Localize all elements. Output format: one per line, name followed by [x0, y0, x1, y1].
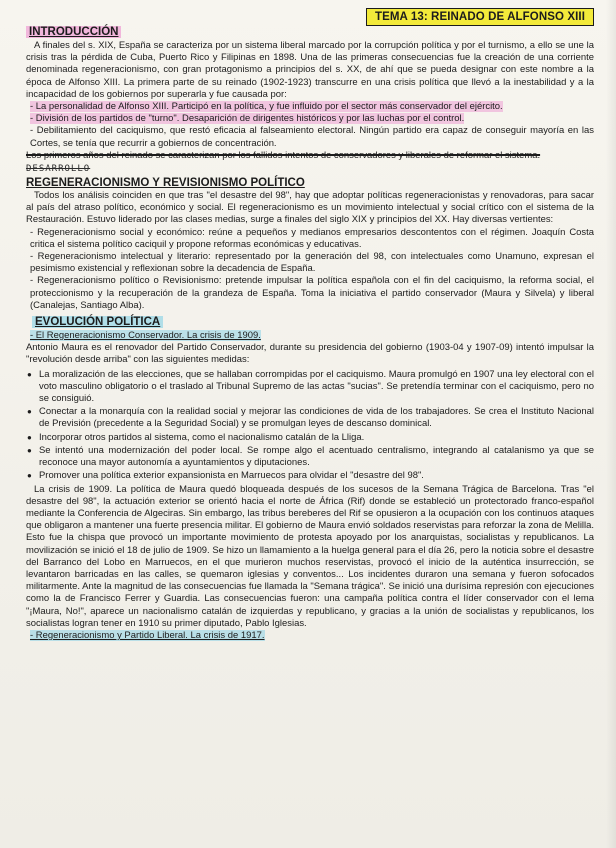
- intro-cause-2-text: - División de los partidos de "turno". Desaparición de dirigentes históricos y por las luchas por el control.: [30, 113, 465, 125]
- maura-paragraph: Antonio Maura es el renovador del Partido Conservador, durante su presidencia del gobierno (1903-04 y 1907-09) intentó impulsar la "revolución desde arriba" con las siguientes medidas:: [26, 342, 594, 366]
- maura-measure-5: ● Promover una política exterior expansionista en Marruecos para olvidar el "desastre del 98".: [39, 470, 594, 482]
- regen-paragraph: Todos los análisis coinciden en que tras "el desastre del 98", hay que adoptar políticas regeneracionistas y renovadoras, para sacar al país del atraso político, económico y social. El regeneracionismo es un movimiento intelectual y social crítico con el sistema de la Restauración. Estuvo liderado por las clases medias, surge a finales del siglo XIX y principios del XX. Hay diversas vertientes:: [26, 190, 594, 226]
- heading-introduccion: INTRODUCCIÓN: [26, 26, 121, 38]
- evolucion-subheading-1-text: - El Regeneracionismo Conservador. La crisis de 1909.: [30, 330, 261, 342]
- regen-vertiente-2: - Regeneracionismo intelectual y literario: representado por la generación del 98, con intelectuales como Unamuno, expresan el pesimismo existencial y reflexionan sobre la decadencia de España.: [30, 251, 594, 275]
- crisis-1909-paragraph: La crisis de 1909. La política de Maura quedó bloqueada después de los sucesos de la Semana Trágica de Barcelona. Tras "el desastre del 98", la actuación exterior se orientó hacia el norte de África (Rif) donde se estableció un protectorado franco-español mediante la Conferencia de Algeciras. Sin embargo, las tribus bereberes del Rif se opusieron a la ocupación con los continuos ataques que obligaron a mantener una fuerte presencia militar. El gobierno de Maura envió soldados reservistas para reforzar la zona de Melilla. Esto fue la chispa que provocó un importante movimiento de protesta apoyado por los anarquistas, socialistas y republicanos. La movilización se inició el 18 de julio de 1909. Se hizo un llamamiento a la huelga general para el día 26, pero la noticia sobre el desastre del Barranco del Lobo en Marruecos, en el que murieron muchos reservistas, provocó el inicio de la auténtica insurrección, se levantaron barricadas en las calles, se quemaron iglesias y conventos... Los incidentes duraron una semana y fueron sofocados militarmente. Ante la magnitud de las consecuencias fue llamada la "Semana trágica". Se inició una durísima represión con ejecuciones como la de Francisco Ferrer y Guardia. Las consecuencias fueron: una campaña política contra el líder conservador con el lema "¡Maura, No!", aparece un nacionalismo catalán de izquierdas y republicano, y gracias a la unión de socialistas y republicanos, los socialistas logran tener en 1910 su primer diputado, Pablo Iglesias.: [26, 483, 594, 629]
- heading-evolucion-politica: EVOLUCIÓN POLÍTICA: [32, 316, 163, 328]
- maura-measure-2: ● Conectar a la monarquía con la realidad social y mejorar las condiciones de vida de los trabajadores. Se crea el Instituto Nacional de Previsión (precedente a la Seguridad Social) y se promulgan leyes de descanso dominical.: [39, 406, 594, 430]
- regen-vertiente-1: - Regeneracionismo social y económico: reúne a pequeños y medianos empresarios descontentos con el régimen. Joaquín Costa critica el sistema político caciquil y propone reformas económicas y educativas.: [30, 226, 594, 250]
- intro-cause-3: - Debilitamiento del caciquismo, que restó eficacia al falseamiento electoral. Ningún partido era capaz de conseguir mayoría en las Cortes, se tenía que recurrir a gobiernos de concentración.: [30, 125, 594, 149]
- topic-title-badge: TEMA 13: REINADO DE ALFONSO XIII: [366, 8, 594, 26]
- maura-measure-1: ● La moralización de las elecciones, que se hallaban corrompidas por el caciquismo. Maura promulgó en 1907 una ley electoral con el voto masculino obligatorio o el traslado al Tribunal Supremo de las actas "sucias". Se pretendía terminar con el caciquismo, pero no se consiguió.: [39, 369, 594, 406]
- regen-vertiente-3: - Regeneracionismo político o Revisionismo: pretende impulsar la política española con el fin del caciquismo, la reforma social, el proteccionismo y la recuperación de la grandeza de España. Toma la iniciativa el partido conservador (Maura y Silvela) y liberal (Canalejas, Santiago Alba).: [30, 275, 594, 311]
- intro-cause-2: [26, 113, 594, 125]
- intro-cause-1-text: - La personalidad de Alfonso XIII. Participó en la política, y fue influido por el sector más conservador del ejército.: [30, 101, 503, 113]
- evolucion-subheading-1: [26, 330, 594, 342]
- evolucion-subheading-2: [26, 630, 594, 642]
- intro-paragraph: A finales del s. XIX, España se caracteriza por un sistema liberal marcado por la corrupción política y por el turnismo, a ello se une la crisis tras la pérdida de Cuba, Puerto Rico y Filipinas en 1898. Una de las primeras consecuencias fue la creación de una corriente denominada regeneracionismo, con gran protagonismo a principios del s. XX, de ahí que se pueda designar con este nombre a la época de Alfonso XIII. La primera parte de su reinado (1902-1923) transcurre en una crisis política que llevó a la inestabilidad y a la incapacidad de los gobiernos por superarla y fue causada por:: [26, 40, 594, 100]
- maura-measure-4: ● Se intentó una modernización del poder local. Se rompe algo el acentuado centralismo, integrando al catalanismo ya que se reconoce una mayor autonomía a ayuntamientos y diputaciones.: [39, 445, 594, 469]
- evolucion-subheading-2-text: - Regeneracionismo y Partido Liberal. La crisis de 1917.: [30, 629, 265, 641]
- heading-regeneracionismo: REGENERACIONISMO Y REVISIONISMO POLÍTICO: [26, 177, 305, 190]
- intro-closing-paragraph: Los primeros años del reinado se caracterizan por los fallidos intentos de conservadores y liberales de reformar el sistema.: [26, 149, 541, 161]
- handwritten-note: DESARROLLO: [26, 164, 91, 175]
- intro-cause-1: [26, 101, 594, 113]
- maura-measures-list: [26, 369, 594, 483]
- maura-measure-3: ● Incorporar otros partidos al sistema, como el nacionalismo catalán de la Lliga.: [39, 432, 594, 444]
